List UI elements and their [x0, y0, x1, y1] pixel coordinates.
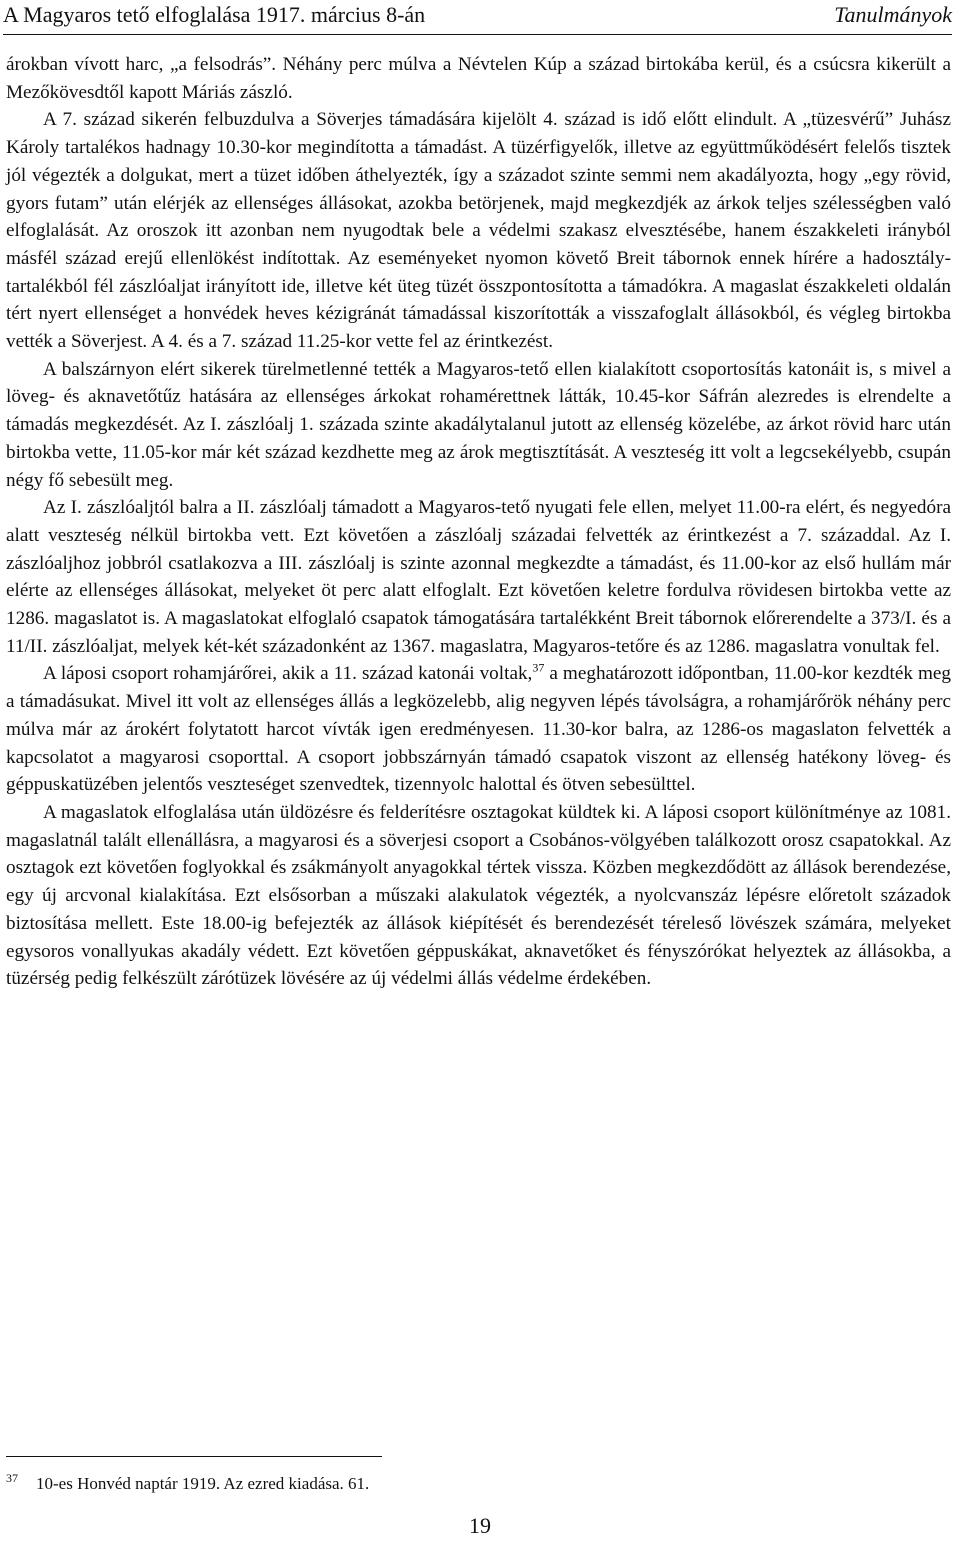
paragraph: árokban vívott harc, „a felsodrás”. Néhány perc múlva a Névtelen Kúp a század birtokába kerül, és a csúcsra kikerült a Mezőkövesdtől kapott Máriás zászló. [6, 54, 951, 103]
paragraph-with-footnote [6, 660, 951, 799]
section-label: Tanulmányok [834, 2, 952, 27]
running-header [3, 2, 952, 32]
paragraph-text: A láposi csoport rohamjárőrei, akik a 11. század katonái voltak, [43, 663, 533, 685]
footnote: $^{37}$ 10-es Honvéd naptár 1919. Az ezred kiadása. 61. [6, 1471, 370, 1493]
running-title: A Magyaros tető elfoglalása 1917. március 8-án [3, 2, 426, 27]
footnote-reference[interactable]: 37 [532, 661, 545, 676]
paragraph: A balszárnyon elért sikerek türelmetlenné tették a Magyaros-tető ellen kialakított csoportosítás katonáit is, s mivel a löveg- és aknavetőtűz hatására az ellenséges árkokat rohamérettnek látták, 10.45-kor Sáfrán alezredes is elrendelte a támadás megkezdését. Az I. zászlóalj 1. százada szinte akadálytalanul jutott az ellenség közelébe, az árkot rövid harc után birtokba vette, 11.05-kor már két század kezdhette meg az árok megtisztítását. A veszteség itt volt a legcsekélyebb, csupán négy fő sebesült meg. [6, 358, 951, 491]
paragraph: Az I. zászlóaljtól balra a II. zászlóalj támadott a Magyaros-tető nyugati fele ellen, melyet 11.00-ra elért, és negyedóra alatt veszteség nélkül birtokba vett. Ezt követően a zászlóalj századai felvették az érintkezést a 7. századdal. Az I. zászlóaljhoz jobbról csatlakozva a III. zászlóalj is szinte azonnal megkezdte a támadást, és 11.00-kor az első hullám már elérte az ellenséges állásokat, melyeket öt perc alatt elfoglalt. Ezt követően keletre fordulva rövidesen birtokba vette az 1286. magaslatot is. A magaslatokat elfoglaló csapatok támogatására tartalékként Breit tábornok előrerendelte a 373/I. és a 11/II. zászlóaljat, melyek két-két századonként az 1367. magaslatra, Magyaros-tetőre és az 1286. magaslatra vonultak fel. [6, 497, 951, 657]
paragraph-text: a meghatározott időpontban, 11.00-kor kezdték meg a támadásukat. Mivel itt volt az ellenséges állás a legközelebb, alig negyven lépés távolságra, a rohamjárőrök néhány perc múlva már az árokért folytatott harcot vívták igen eredményesen. 11.30-kor balra, az 1286-os magaslaton felvették a kapcsolatot a magyarosi csoporttal. A csoport jobbszárnyán támadó csapatok viszont az ellenség hatékony löveg- és géppuskatüzében jelentős veszteséget szenvedtek, tizennyolc halottal és ötven sebesülttel. [6, 663, 951, 796]
footnote-rule [6, 1456, 382, 1457]
footnote-text: 10-es Honvéd naptár 1919. Az ezred kiadása. 61. [36, 1474, 370, 1493]
paragraph: A 7. század sikerén felbuzdulva a Söverjes támadására kijelölt 4. század is idő előtt elindult. A „tüzesvérű” Juhász Károly tartalékos hadnagy 10.30-kor megindította a támadást. A tüzérfigyelők, illetve az együttműködésért felelős tisztek jól végezték a dolgukat, mert a tüzet időben áthelyezték, így a századot szinte semmi nem akadályozta, hogy „egy rövid, gyors futam” után elérjék az ellenséges állásokat, azokba betörjenek, majd megkezdjék az árkok teljes szélességben való elfoglalását. Az oroszok itt azonban nem nyugodtak bele a védelmi szakasz elvesztésébe, hanem északkeleti irányból másfél század erejű ellenlökést indítottak. Az eseményeket nyomon követő Breit tábornok ennek hírére a hadosztálytartalékból fél zászlóaljat irányított ide, illetve két üteg tüzét összpontosította a támadókra. A magaslat északkeleti oldalán tért nyert ellenséget a honvédek heves kézigránát támadással kiszorították a visszafoglalt állásokból, és végleg birtokba vették a Söverjest. A 4. és a 7. század 11.25-kor vette fel az érintkezést. [6, 109, 951, 353]
paragraph: A magaslatok elfoglalása után üldözésre és felderítésre osztagokat küldtek ki. A láposi csoport különítménye az 1081. magaslatnál talált ellenállásra, a magyarosi és a söverjesi csoport a Csobános-völgyében találkozott orosz csapatokkal. Az osztagok ezt követően foglyokkal és zsákmányolt anyagokkal tértek vissza. Közben megkezdődött az állások berendezése, egy új arcvonal kialakítása. Ezt elsősorban a műszaki alakulatok végezték, a nyolcvanszáz lépésre előretolt századok biztosítása mellett. Este 18.00-ig befejezték az állások kiépítését és berendezését téreleső lövészek számára, melyeket egysoros vonallyukas akadály védett. Ezt követően géppuskákat, aknavetőket és fényszórókat helyeztek az állásokba, a tüzérség pedig felkészült zárótüzek lövésére az új védelmi állás védelme érdekében. [6, 801, 951, 990]
page-number: 19 [469, 1513, 491, 1538]
header-rule [3, 34, 952, 35]
article-body [6, 51, 951, 993]
